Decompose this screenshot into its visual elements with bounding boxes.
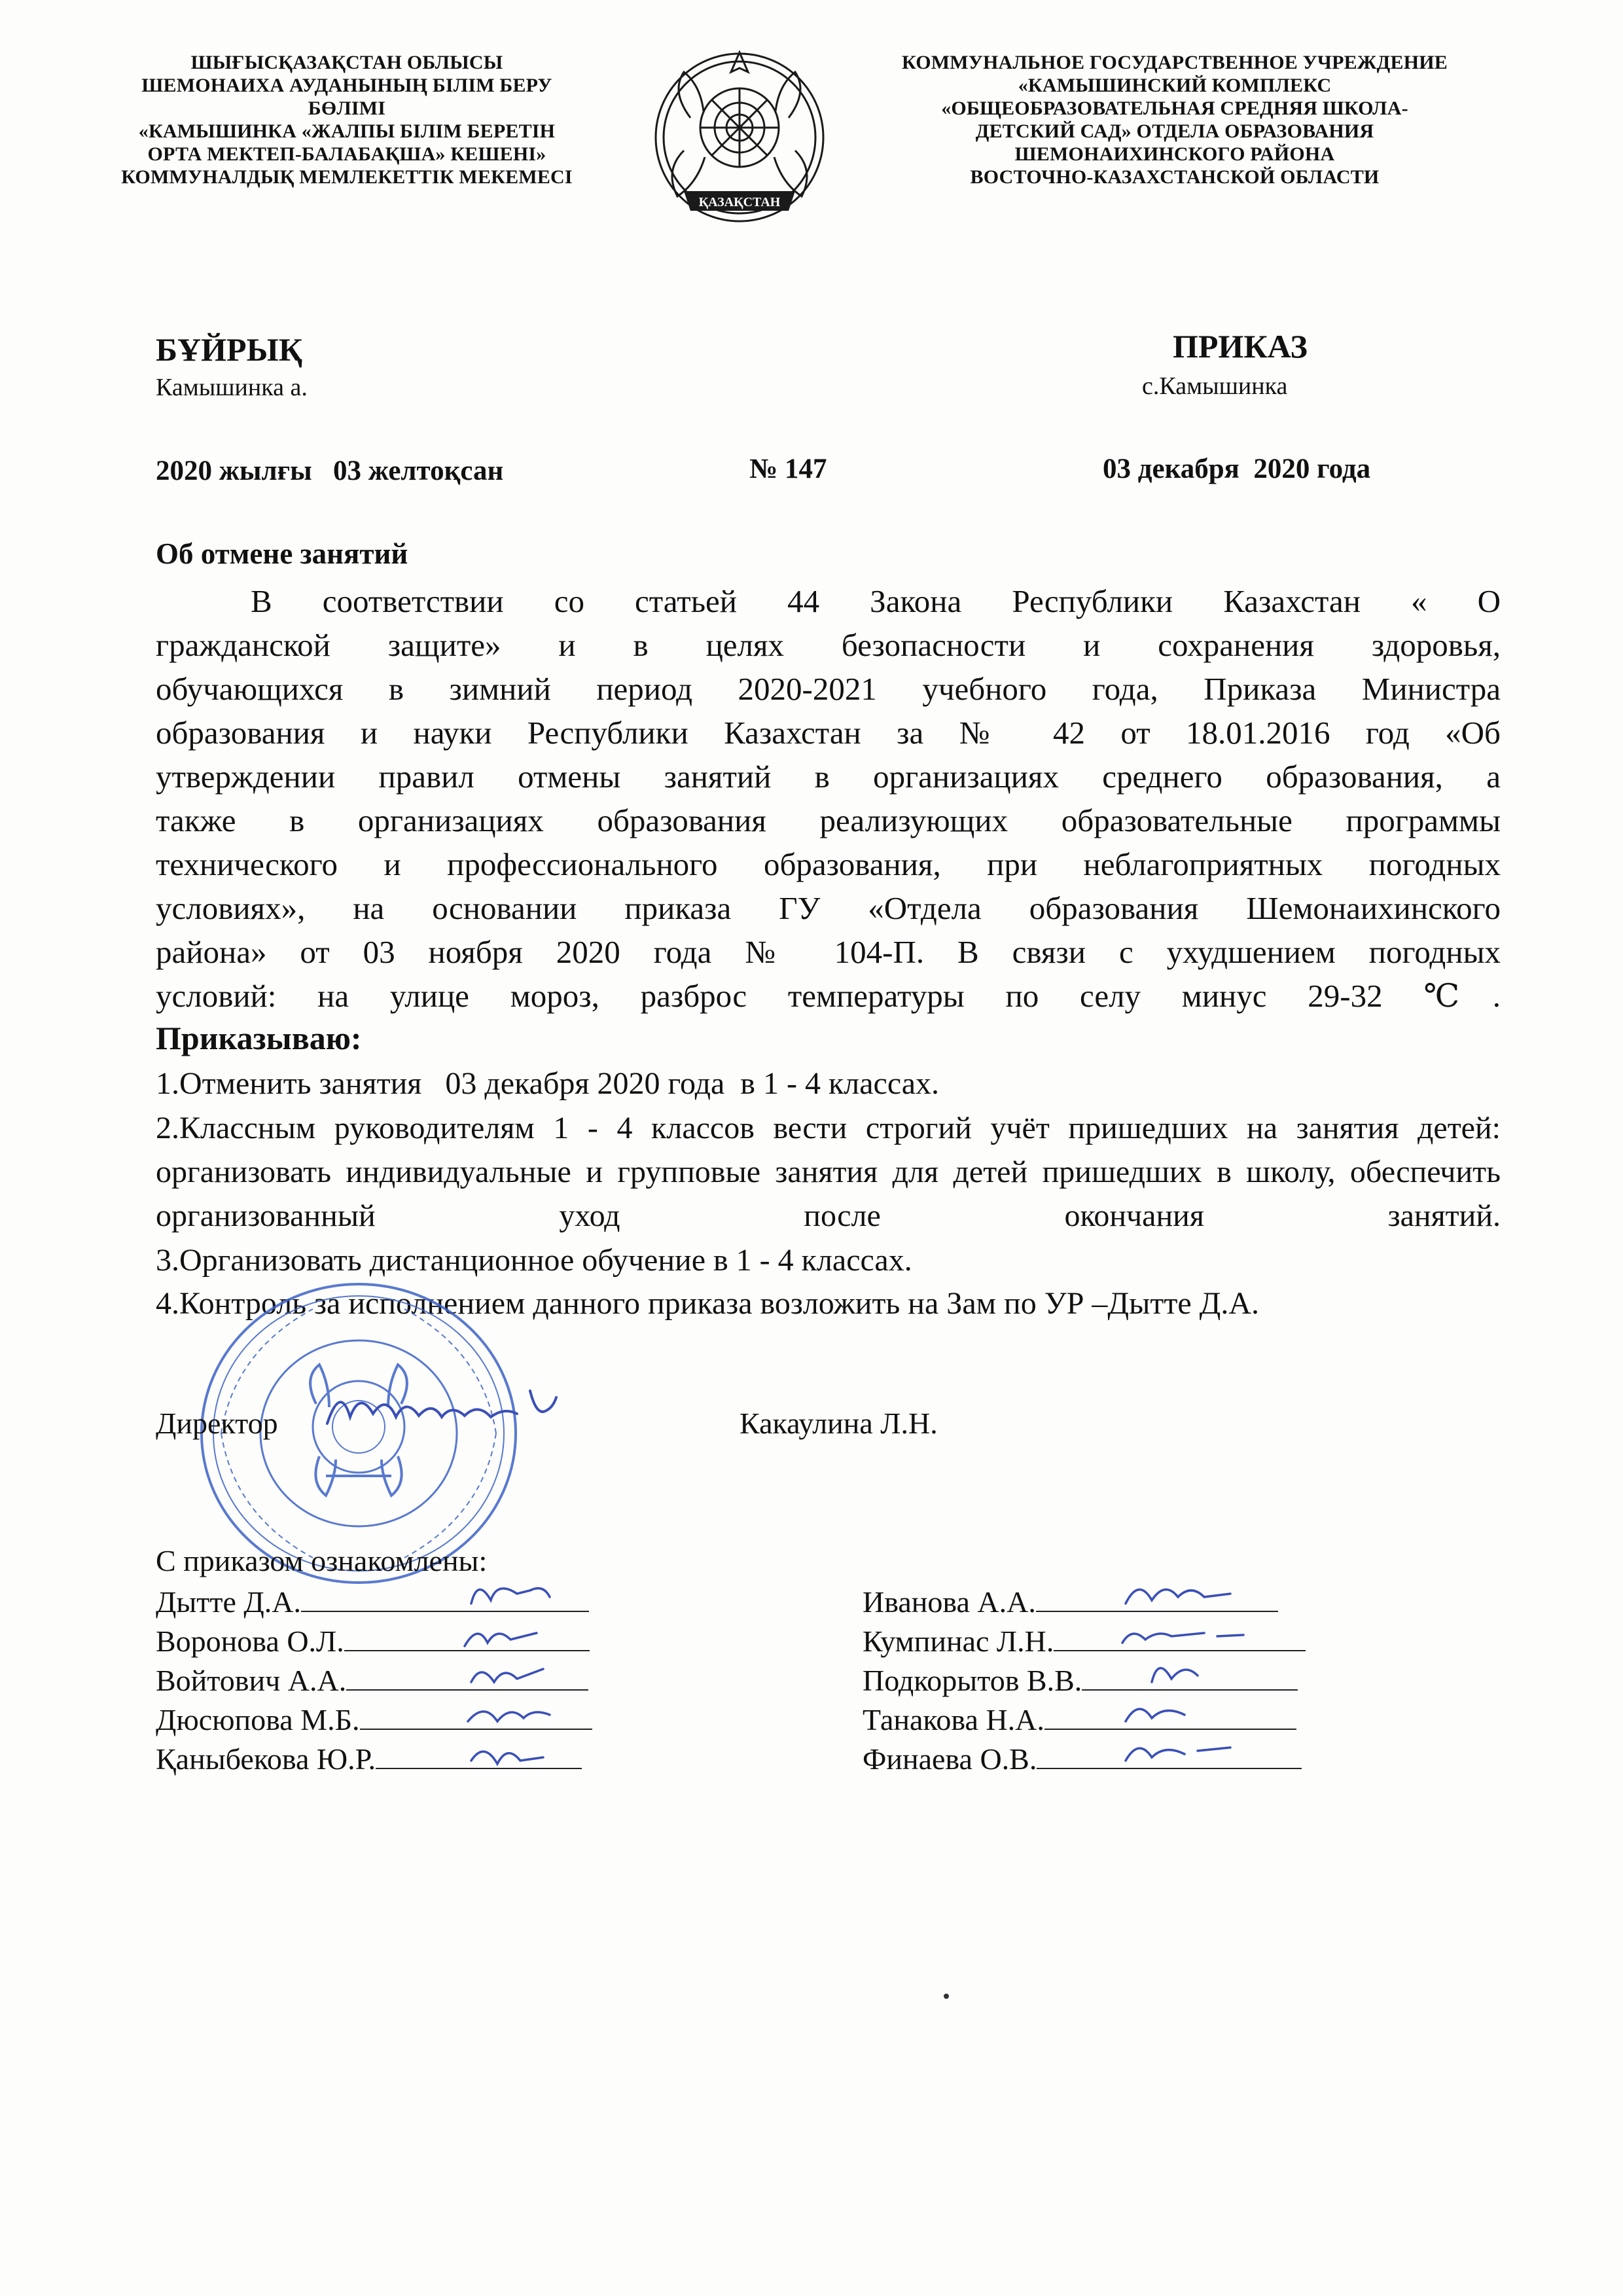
order-title-kz: БҰЙРЫҚ — [156, 331, 302, 368]
preamble-line: условий: на улице мороз, разброс температуры по селу минус 29-32 ℃. — [156, 978, 1501, 1014]
header-left-line: ШЫҒЫСҚАЗАҚСТАН ОБЛЫСЫ — [190, 52, 503, 73]
header-right-line: «ОБЩЕОБРАЗОВАТЕЛЬНАЯ СРЕДНЯЯ ШКОЛА- — [941, 98, 1408, 119]
preamble-text: В соответствии со статьей 44 Закона Республики Казахстан « О — [251, 583, 1501, 619]
preamble-line: технического и профессионального образования, при неблагоприятных погодных — [156, 846, 1501, 882]
order-title-ru: ПРИКАЗ — [1173, 328, 1308, 365]
header-right-line: КОММУНАЛЬНОЕ ГОСУДАРСТВЕННОЕ УЧРЕЖДЕНИЕ — [901, 52, 1448, 73]
preamble-line: также в организациях образования реализующих образовательные программы — [156, 802, 1501, 838]
signature-name: Какаулина Л.Н. — [740, 1407, 938, 1440]
employee-name: Финаева О.В. — [863, 1742, 1037, 1776]
acknowledgement-heading: С приказом ознакомлены: — [156, 1544, 488, 1577]
preamble-paragraph — [156, 579, 1501, 1018]
order-date-kz: 2020 жылғы 03 желтоқсан — [156, 456, 504, 486]
header-left-institution-kz — [65, 51, 628, 188]
director-handwritten-signature — [321, 1378, 582, 1437]
speck-dot — [944, 1994, 949, 1999]
signature-role: Директор — [156, 1407, 278, 1440]
order-directive-word: Приказываю: — [156, 1020, 362, 1056]
acknowledgement-left-signatures — [458, 1577, 602, 1780]
header-left-line: БӨЛІМІ — [308, 98, 386, 119]
order-number: № 147 — [749, 454, 827, 484]
order-item-4: 4.Контроль за исполнением данного приказа возложить на Зам по УР –Дытте Д.А. — [156, 1286, 1260, 1321]
header-right-institution-ru — [847, 51, 1502, 188]
order-place-kz: Камышинка а. — [156, 374, 308, 401]
employee-name: Қаныбекова Ю.Р. — [156, 1742, 376, 1776]
preamble-line: условиях», на основании приказа ГУ «Отдела образования Шемонаихинского — [156, 890, 1501, 926]
header-right-line: ВОСТОЧНО-КАЗАХСТАНСКОЙ ОБЛАСТИ — [970, 166, 1380, 188]
acknowledgement-right-signatures — [1113, 1571, 1309, 1780]
employee-name: Танакова Н.А. — [863, 1703, 1044, 1736]
header-right-line: ДЕТСКИЙ САД» ОТДЕЛА ОБРАЗОВАНИЯ — [975, 120, 1374, 142]
order-place-ru: с.Камышинка — [1142, 372, 1288, 400]
order-subject: Об отмене занятий — [156, 537, 408, 570]
preamble-line — [156, 579, 1501, 623]
header-left-line: «КАМЫШИНКА «ЖАЛПЫ БІЛІМ БЕРЕТІН — [138, 120, 556, 142]
employee-name: Кумпинас Л.Н. — [863, 1624, 1054, 1658]
employee-name: Подкорытов В.В. — [863, 1664, 1082, 1697]
order-item-1: 1.Отменить занятия 03 декабря 2020 года в 1 - 4 классах. — [156, 1066, 940, 1101]
order-item-2: 2.Классным руководителям 1 - 4 классов вести строгий учёт пришедших на занятия детей: организовать индивидуальные и групповые занятия для детей пришедших в школу, обеспечить организованный уход после окончания занятий. — [156, 1111, 1501, 1233]
emblem-text: ҚАЗАҚСТАН — [698, 195, 781, 209]
header-left-line: ШЕМОНАИХА АУДАНЫНЫҢ БІЛІМ БЕРУ — [141, 75, 552, 96]
preamble-line: гражданской защите» и в целях безопасности и сохранения здоровья, — [156, 627, 1501, 663]
employee-name: Дюсюпова М.Б. — [156, 1703, 360, 1736]
employee-name: Иванова А.А. — [863, 1585, 1036, 1619]
header-right-line: «КАМЫШИНСКИЙ КОМПЛЕКС — [1018, 75, 1332, 96]
preamble-line: района» от 03 ноября 2020 года № 104-П. В связи с ухудшением погодных — [156, 934, 1501, 970]
order-item-3: 3.Организовать дистанционное обучение в 1 - 4 классах. — [156, 1243, 912, 1278]
header-right-line: ШЕМОНАИХИНСКОГО РАЙОНА — [1014, 143, 1335, 165]
header-left-line: ОРТА МЕКТЕП-БАЛАБАҚША» КЕШЕНІ» — [147, 143, 546, 165]
preamble-line: утверждении правил отмены занятий в организациях среднего образования, а — [156, 759, 1501, 795]
header-left-line: КОММУНАЛДЫҚ МЕМЛЕКЕТТІК МЕКЕМЕСІ — [121, 166, 573, 188]
order-date-ru: 03 декабря 2020 года — [1103, 454, 1371, 484]
preamble-line: обучающихся в зимний период 2020-2021 учебного года, Приказа Министра — [156, 671, 1501, 707]
employee-name: Воронова О.Л. — [156, 1624, 344, 1658]
employee-name: Дытте Д.А. — [156, 1585, 302, 1619]
kazakhstan-emblem-icon — [645, 39, 834, 229]
employee-name: Войтович А.А. — [156, 1664, 347, 1697]
preamble-line: образования и науки Республики Казахстан за № 42 от 18.01.2016 год «Об — [156, 715, 1501, 751]
